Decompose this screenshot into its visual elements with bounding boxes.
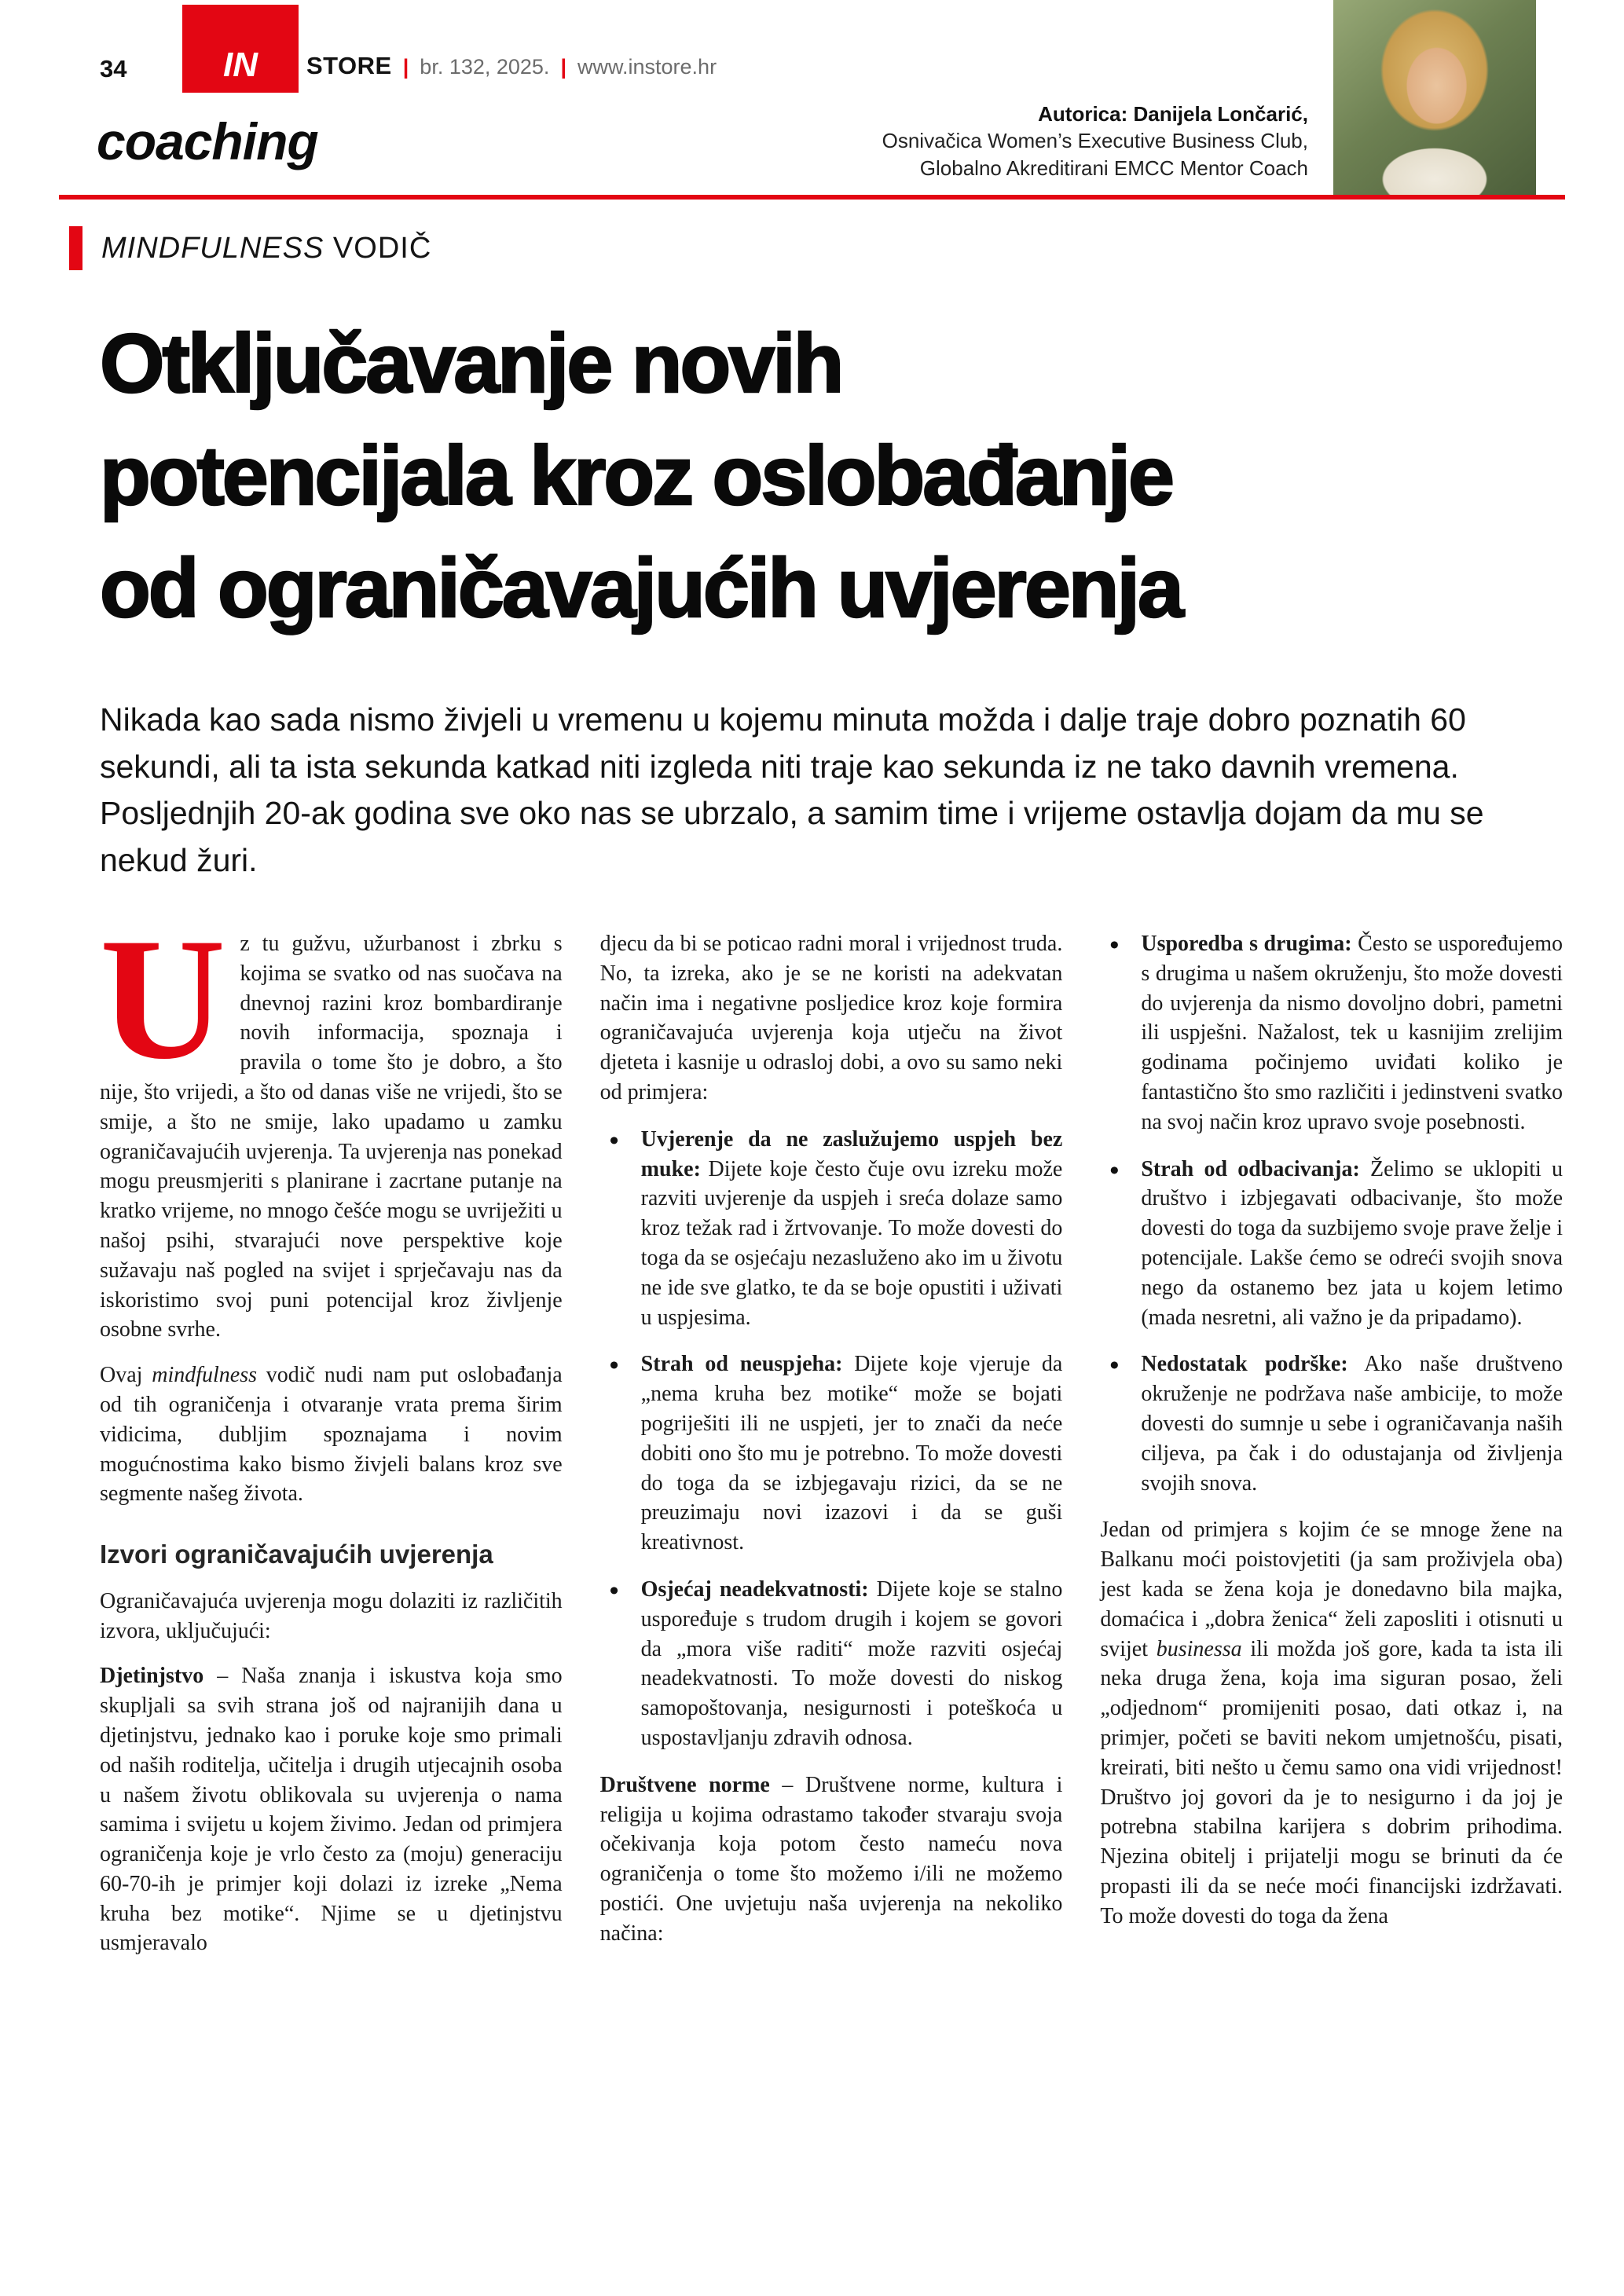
paragraph-text: vodič nudi nam put oslobađanja od tih ograničenja i otvaranje vrata prema širim vidicima, dubljim spoznajama i novim mogućnostima kako bismo živjeli balans kroz sve segmente našeg života. bbox=[100, 1363, 563, 1507]
bold-lead-in: Djetinjstvo bbox=[100, 1664, 204, 1689]
bullet-title: Osjećaj neadekvatnosti: bbox=[640, 1576, 869, 1602]
instore-logo bbox=[182, 0, 717, 93]
author-role-1: Osnivačica Women’s Executive Business Club, bbox=[882, 129, 1308, 153]
paragraph-text: – Društvene norme, kultura i religija u kojima odrastamo također stvaraju svoja očekivanja koja potom često nameću nova ograničenja o tome što možemo i/ili ne možemo postići. One uvjetuju naša uvjerenja na nekoliko načina: bbox=[599, 1772, 1063, 1946]
column-1 bbox=[100, 903, 563, 1958]
text-columns bbox=[100, 903, 1564, 1958]
article-body bbox=[100, 308, 1563, 1958]
kicker-text bbox=[101, 232, 431, 265]
kicker-red-bar bbox=[69, 226, 82, 270]
header-divider bbox=[59, 195, 1565, 200]
paragraph: Ograničavajuća uvjerenja mogu dolaziti iz različitih izvora, uključujući: bbox=[100, 1588, 563, 1643]
headline-line-2: potencijala kroz oslobađanje bbox=[100, 430, 1173, 523]
paragraph bbox=[100, 1661, 563, 1958]
bullet-text: Dijete koje vjeruje da „nema kruha bez motike“ može se bojati pogriješiti ili ne uspjeti, jer to znači da neće dobiti ono što mu je potrebno. To može dovesti do toga da se izbjegavaju rizici, da se ne preuzimaju novi izazovi i da se guši kreativnost. bbox=[640, 1352, 1063, 1555]
bullet-text: Često se uspoređujemo s drugima u našem okruženju, što može dovesti do uvjerenja da nismo dovoljno dobri, pametni ili uspješni. Nažalost, tek u kasnijim zrelijim godinama počinjemo uviđati koliko je fantastično što smo različiti i jedinstveni svatko na svoj način kroz upravo svoje posebnosti. bbox=[1141, 932, 1564, 1134]
list-item bbox=[1100, 929, 1563, 1137]
paragraph bbox=[600, 1771, 1063, 1949]
italic-term: businessa bbox=[1156, 1636, 1242, 1661]
bullet-text: Ako naše društveno okruženje ne podržava naše ambicije, to može dovesti do sumnje u sebe i ograničavanja naših ciljeva, pa čak i do odustajanja od življenja svojih snova. bbox=[1141, 1352, 1564, 1496]
article-kicker bbox=[69, 226, 431, 270]
bullet-title: Strah od neuspjeha: bbox=[640, 1352, 843, 1377]
bullet-text: Želimo se uklopiti u društvo i izbjegavati odbacivanje, što može dovesti do toga da suzbijemo svoje prave želje i potencijale. Lakše ćemo se odreći svojih snova nego da ostanemo bez jata u kojem letimo (mada nesretni, ali važno je da pripadamo). bbox=[1141, 1156, 1564, 1330]
column-2 bbox=[600, 929, 1063, 1958]
list-item bbox=[600, 1349, 1063, 1558]
headline-line-3: od ograničavajućih uvjerenja bbox=[100, 542, 1182, 635]
subheading: Izvori ograničavajućih uvjerenja bbox=[100, 1540, 493, 1569]
column-3 bbox=[1100, 929, 1563, 1958]
logo-red-box bbox=[182, 5, 299, 93]
section-title: coaching bbox=[97, 112, 318, 170]
paragraph-text: z tu gužvu, užurbanost i zbrku s kojima se svatko od nas suočava na dnevnoj razini kroz bombardiranje novih informacija, spoznaja i pravila o tome što je dobro, a što nije, što vrijedi, a što od danas više ne vrijedi, što se smije, a što ne smije, lako upadamo u zamku ograničavajućih uvjerenja. Ta uvjerenja nas ponekad mogu preusmjeriti s planirane i zacrtane putanje na kratko vrijeme, no mnogo češće mogu se uvriježiti u našoj psihi, stvarajući nove perspektive koje sužavaju naš pogled na svijet i sprječavaju nas da iskoristimo svoj puni potencijal kroz življenje osobne svrhe. bbox=[100, 932, 563, 1342]
issue-number: br. 132, 2025. bbox=[420, 55, 550, 79]
kicker-italic: MINDFULNESS bbox=[101, 231, 324, 265]
paragraph-text: Jedan od primjera s kojim će se mnoge žene na Balkanu moći poistovjetiti (ja sam proživjela oba) jest kada se žena koja je donedavno bila majka, domaćica i „dobra ženica“ želi zaposliti i otisnuti u svijet bbox=[1100, 1518, 1564, 1661]
paragraph bbox=[1100, 1515, 1563, 1931]
list-item bbox=[1100, 1349, 1563, 1498]
article-headline bbox=[100, 308, 1563, 645]
bullet-title: Uvjerenje da ne zaslužujemo uspjeh bez muke: bbox=[640, 1126, 1063, 1181]
paragraph bbox=[100, 903, 563, 1345]
paragraph-text: ili možda još gore, kada ta ista ili neka druga žena, koja ima siguran posao, želi „odjednom“ promijeniti posao, dati otkaz i, na primjer, početi se baviti nekom umjetnošću, pisati, kreirati, biti nešto u čemu samo ona vidi vrijednost! Društvo joj govori da je to nesigurno i da joj je potrebna stabilna karijera s dobrim prihodima. Njezina obitelj i prijatelji mogu se brinuti da će propasti ili da se neće moći financijski izdržavati. To može dovesti do toga da žena bbox=[1100, 1636, 1564, 1928]
author-role-2: Globalno Akreditirani EMCC Mentor Coach bbox=[919, 156, 1308, 180]
bullet-list bbox=[1100, 929, 1563, 1498]
logo-store-text: STORE bbox=[306, 52, 392, 79]
kicker-rest: VODIČ bbox=[324, 231, 432, 265]
bullet-text: Dijete koje često čuje ovu izreku može razviti uvjerenje da uspjeh i sreća dolaze samo kroz težak rad i žrtvovanje. To može dovesti do toga da se osjećaju nezasluženo ako im u životu ne ide sve glatko, te da se boje opustiti i uživati u uspjesima. bbox=[640, 1156, 1063, 1330]
headline-line-1: Otključavanje novih bbox=[100, 317, 842, 410]
masthead-line bbox=[306, 52, 717, 93]
paragraph bbox=[100, 1360, 563, 1509]
website-link[interactable]: www.instore.hr bbox=[577, 55, 717, 79]
page-number: 34 bbox=[100, 55, 127, 82]
bullet-text: Dijete koje se stalno uspoređuje s trudom drugih i kojem se govori da „mora više raditi“ može razviti osjećaj neadekvatnosti. To može dovesti do niskog samopoštovanja, nesigurnosti i poteškoća u uspostavljanju zdravih odnosa. bbox=[640, 1576, 1063, 1750]
paragraph-text: – Naša znanja i iskustva koja smo skupljali sa svih strana još od najranijih dana u djetinjstvu, jednako kao i poruke koje smo primali od naših roditelja, učitelja i drugih utjecajnih osoba u našem životu oblikovala su uvjerenja o nama samima i svijetu u kojem živimo. Jedan od primjera ograničenja koje je vrlo često za (moju) generaciju 60-70-ih je primjer koji dolazi iz izreke „Nema kruha bez motike“. Njime se u djetinjstvu usmjeravalo bbox=[100, 1664, 563, 1956]
bullet-title: Nedostatak podrške: bbox=[1141, 1352, 1348, 1377]
separator-pipe: | bbox=[402, 55, 409, 79]
separator-pipe: | bbox=[560, 55, 566, 79]
drop-cap: U bbox=[100, 903, 226, 1097]
list-item bbox=[1100, 1155, 1563, 1333]
list-item bbox=[600, 1125, 1063, 1333]
article-lead: Nikada kao sada nismo živjeli u vremenu u kojemu minuta možda i dalje traje dobro poznatih 60 sekundi, ali ta ista sekunda katkad niti izgleda niti traje kao sekunda iz ne tako davnih vremena. Posljednjih 20-ak godina sve oko nas se ubrzalo, a samim time i vrijeme ostavlja dojam da mu se nekud žuri. bbox=[100, 701, 1484, 878]
logo-in-text: IN bbox=[223, 46, 258, 84]
author-photo bbox=[1333, 0, 1536, 195]
bold-lead-in: Društvene norme bbox=[599, 1772, 770, 1797]
bullet-title: Strah od odbacivanja: bbox=[1141, 1156, 1360, 1181]
author-block bbox=[882, 101, 1308, 181]
list-item bbox=[600, 1575, 1063, 1753]
italic-term: mindfulness bbox=[152, 1363, 257, 1388]
bullet-title: Usporedba s drugima: bbox=[1141, 932, 1352, 957]
bullet-list bbox=[600, 1125, 1063, 1753]
paragraph: djecu da bi se poticao radni moral i vrijednost truda. No, ta izreka, ako je se ne koristi na adekvatan način ima i negativne posljedice kroz koje formira ograničavajuća uvjerenja koja utječu na život djeteta i kasnije u odrasloj dobi, a ovo su samo neki od primjera: bbox=[599, 932, 1063, 1105]
author-name: Autorica: Danijela Lončarić, bbox=[1038, 102, 1308, 126]
paragraph-text: Ovaj bbox=[100, 1363, 152, 1388]
